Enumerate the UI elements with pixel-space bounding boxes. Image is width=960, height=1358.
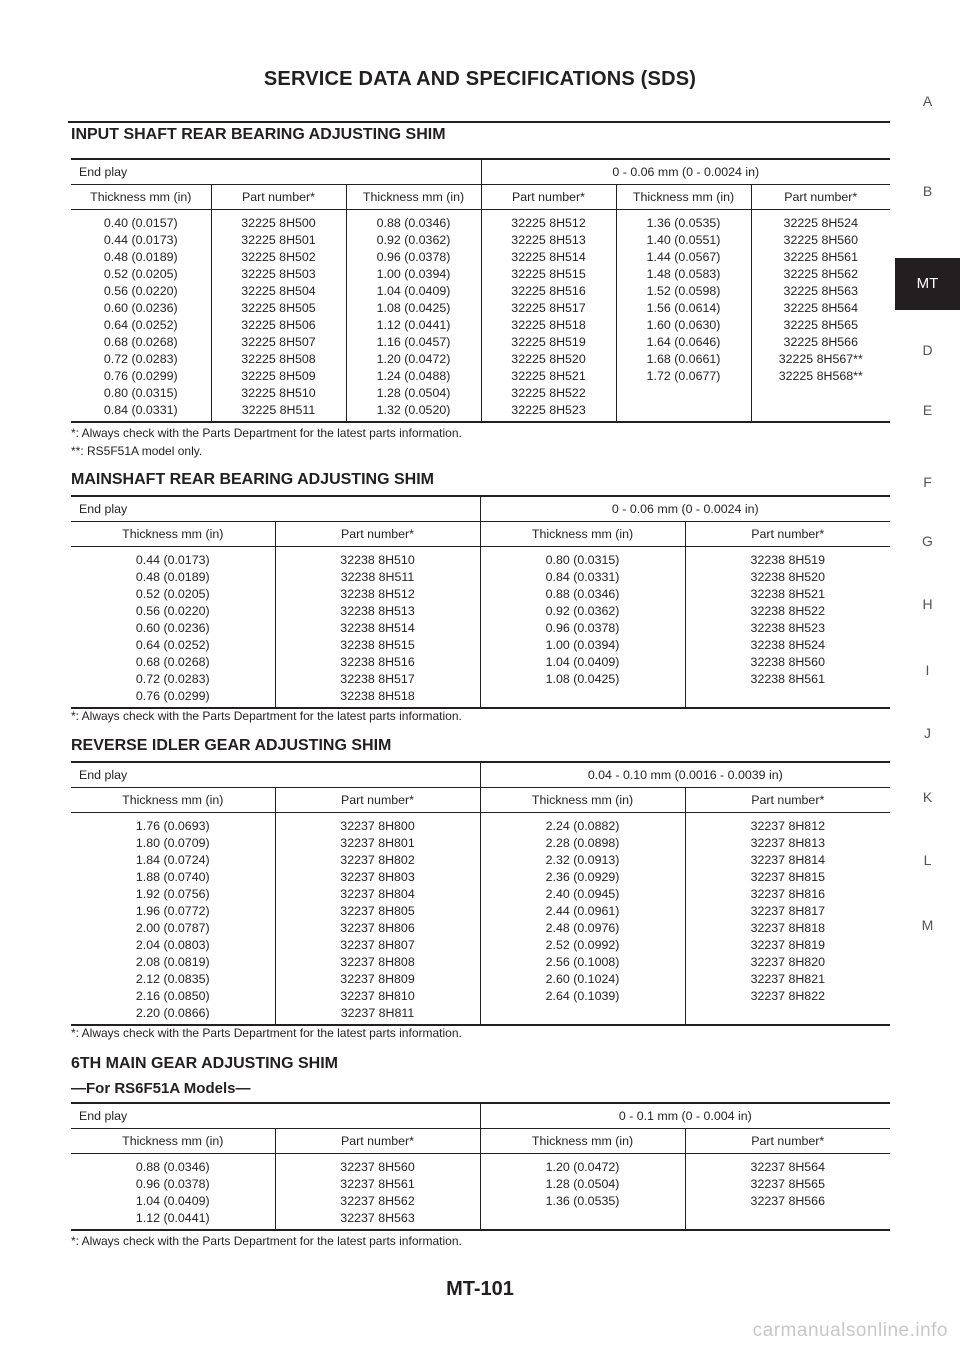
table-cell: 0.52 (0.0205)	[135, 587, 210, 601]
table-cell: 32237 8H805	[340, 904, 415, 918]
table-cell: 32225 8H505	[241, 301, 316, 315]
table-cell: 1.96 (0.0772)	[135, 904, 210, 918]
table-cell: 32237 8H800	[340, 819, 415, 833]
column-header: Part number*	[275, 522, 480, 547]
table-cell: 32237 8H814	[750, 853, 825, 867]
table-cell: 32238 8H511	[340, 570, 415, 584]
table-cell: 1.24 (0.0488)	[376, 369, 451, 383]
table-cell: 32225 8H560	[783, 233, 858, 247]
index-tab-mt[interactable]: MT	[895, 258, 960, 310]
column-header: Part number*	[275, 788, 480, 813]
table-cell: 32225 8H504	[241, 284, 316, 298]
table-cell: 0.40 (0.0157)	[103, 216, 178, 230]
table-cell: 32237 8H809	[340, 972, 415, 986]
section-subtitle: —For RS6F51A Models—	[71, 1080, 251, 1097]
table-cell: 0.60 (0.0236)	[135, 621, 210, 635]
table-cell: 1.04 (0.0409)	[376, 284, 451, 298]
table-cell: 2.00 (0.0787)	[135, 921, 210, 935]
table-cell: 2.44 (0.0961)	[545, 904, 620, 918]
section-title: REVERSE IDLER GEAR ADJUSTING SHIM	[71, 737, 392, 754]
table-cell: 32225 8H510	[241, 386, 316, 400]
column-header: Thickness mm (in)	[71, 185, 211, 210]
table-cell: 1.20 (0.0472)	[376, 352, 451, 366]
table-cell: 1.36 (0.0535)	[646, 216, 721, 230]
table-cell: 32225 8H563	[783, 284, 858, 298]
table-cell: 0.64 (0.0252)	[135, 638, 210, 652]
table-cell: 32238 8H520	[750, 570, 825, 584]
table-cell: 32237 8H565	[750, 1177, 825, 1191]
table-cell: 0.72 (0.0283)	[135, 672, 210, 686]
table-cell: 32225 8H521	[511, 369, 586, 383]
table-cell: 32237 8H566	[750, 1194, 825, 1208]
table-cell: 32225 8H516	[511, 284, 586, 298]
table-cell: 32225 8H514	[511, 250, 586, 264]
index-letter-m[interactable]: M	[921, 917, 934, 933]
table-cell: 0.80 (0.0315)	[545, 553, 620, 567]
table-cell: 32225 8H566	[783, 335, 858, 349]
table-cell: 1.36 (0.0535)	[545, 1194, 620, 1208]
table-cell: 1.28 (0.0504)	[376, 386, 451, 400]
data-column	[480, 813, 685, 1026]
section-title: INPUT SHAFT REAR BEARING ADJUSTING SHIM	[71, 126, 446, 143]
table-cell: 1.44 (0.0567)	[646, 250, 721, 264]
footnote: *: Always check with the Parts Department for the latest parts information.	[71, 709, 462, 723]
table-cell: 32238 8H561	[750, 672, 825, 686]
section-title: 6TH MAIN GEAR ADJUSTING SHIM	[71, 1055, 338, 1072]
table-cell: 0.48 (0.0189)	[103, 250, 178, 264]
footnote: **: RS5F51A model only.	[71, 444, 203, 458]
table-cell: 1.12 (0.0441)	[376, 318, 451, 332]
table-cell: 32225 8H562	[783, 267, 858, 281]
table-cell: 32225 8H502	[241, 250, 316, 264]
table-cell: 2.60 (0.1024)	[545, 972, 620, 986]
column-header: Thickness mm (in)	[71, 788, 275, 813]
table-cell: 2.08 (0.0819)	[135, 955, 210, 969]
table-cell: 32238 8H514	[340, 621, 415, 635]
data-column	[71, 547, 275, 709]
footnote: *: Always check with the Parts Department for the latest parts information.	[71, 1026, 462, 1040]
section-title: MAINSHAFT REAR BEARING ADJUSTING SHIM	[71, 471, 434, 488]
table-cell: 0.84 (0.0331)	[103, 403, 178, 417]
table-cell: 2.12 (0.0835)	[135, 972, 210, 986]
data-column	[480, 1154, 685, 1231]
table-cell: 1.88 (0.0740)	[135, 870, 210, 884]
table-cell: 32225 8H500	[241, 216, 316, 230]
table-cell: 1.04 (0.0409)	[135, 1194, 210, 1208]
table-cell: 32238 8H521	[750, 587, 825, 601]
table-cell: 0.44 (0.0173)	[103, 233, 178, 247]
table-cell: 2.36 (0.0929)	[545, 870, 620, 884]
table-cell: 32225 8H561	[783, 250, 858, 264]
table-cell: 1.20 (0.0472)	[545, 1160, 620, 1174]
table-cell: 2.20 (0.0866)	[135, 1006, 210, 1020]
table-cell: 0.68 (0.0268)	[135, 655, 210, 669]
table-cell: 32225 8H565	[783, 318, 858, 332]
table-cell: 32225 8H518	[511, 318, 586, 332]
table-cell: 32237 8H560	[340, 1160, 415, 1174]
table-cell: 32237 8H810	[340, 989, 415, 1003]
table-cell: 0.76 (0.0299)	[103, 369, 178, 383]
table-cell: 1.60 (0.0630)	[646, 318, 721, 332]
table-cell: 0.96 (0.0378)	[376, 250, 451, 264]
table-cell: 32238 8H522	[750, 604, 825, 618]
index-letter-b[interactable]: B	[922, 183, 933, 199]
table-cell: 2.64 (0.1039)	[545, 989, 620, 1003]
table-cell: 2.56 (0.1008)	[545, 955, 620, 969]
table-cell: 0.72 (0.0283)	[103, 352, 178, 366]
table-cell: 32237 8H804	[340, 887, 415, 901]
data-column	[275, 547, 480, 709]
table-cell: 32225 8H515	[511, 267, 586, 281]
table-cell: 32225 8H522	[511, 386, 586, 400]
table-cell: 32237 8H815	[750, 870, 825, 884]
table-cell: 1.48 (0.0583)	[646, 267, 721, 281]
table-cell: 1.08 (0.0425)	[376, 301, 451, 315]
table-cell: 32225 8H508	[241, 352, 316, 366]
table-cell: 1.84 (0.0724)	[135, 853, 210, 867]
table-cell: 1.08 (0.0425)	[545, 672, 620, 686]
shim-table	[71, 761, 890, 1026]
table-cell: 32238 8H523	[750, 621, 825, 635]
data-column	[480, 547, 685, 709]
table-cell: 2.28 (0.0898)	[545, 836, 620, 850]
table-cell: 0.48 (0.0189)	[135, 570, 210, 584]
table-cell: 32237 8H817	[750, 904, 825, 918]
table-cell: 0.76 (0.0299)	[135, 689, 210, 703]
data-column	[481, 210, 616, 423]
data-column	[275, 813, 480, 1026]
column-header: Part number*	[275, 1129, 480, 1154]
data-column	[211, 210, 346, 423]
table-cell: 32225 8H564	[783, 301, 858, 315]
index-letter-i[interactable]: I	[925, 662, 930, 678]
table-cell: 32237 8H801	[340, 836, 415, 850]
table-cell: 32238 8H518	[340, 689, 415, 703]
column-header: Part number*	[211, 185, 346, 210]
column-header: Thickness mm (in)	[480, 1129, 685, 1154]
end-play-value: 0 - 0.06 mm (0 - 0.0024 in)	[480, 496, 890, 522]
table-cell: 1.76 (0.0693)	[135, 819, 210, 833]
column-header: Part number*	[685, 522, 890, 547]
column-header: Part number*	[481, 185, 616, 210]
table-cell: 0.88 (0.0346)	[135, 1160, 210, 1174]
page-number: MT-101	[446, 1278, 514, 1300]
table-cell: 0.60 (0.0236)	[103, 301, 178, 315]
table-cell: 32225 8H523	[511, 403, 586, 417]
table-cell: 32225 8H503	[241, 267, 316, 281]
index-letter-g[interactable]: G	[922, 533, 933, 549]
table-cell: 32237 8H563	[340, 1211, 415, 1225]
footnote: *: Always check with the Parts Department for the latest parts information.	[71, 1234, 462, 1248]
table-cell: 32225 8H568**	[778, 369, 863, 383]
table-cell: 32238 8H512	[340, 587, 415, 601]
table-cell: 0.92 (0.0362)	[545, 604, 620, 618]
table-cell: 1.80 (0.0709)	[135, 836, 210, 850]
end-play-value: 0.04 - 0.10 mm (0.0016 - 0.0039 in)	[480, 762, 890, 788]
table-cell: 32225 8H507	[241, 335, 316, 349]
table-cell: 1.40 (0.0551)	[646, 233, 721, 247]
table-cell: 32237 8H821	[750, 972, 825, 986]
end-play-label: End play	[71, 159, 481, 185]
table-cell: 32238 8H515	[340, 638, 415, 652]
table-cell: 32237 8H802	[340, 853, 415, 867]
index-letter-k[interactable]: K	[922, 789, 933, 805]
table-cell: 0.44 (0.0173)	[135, 553, 210, 567]
table-cell: 32237 8H564	[750, 1160, 825, 1174]
table-cell: 32237 8H813	[750, 836, 825, 850]
index-letter-f[interactable]: F	[923, 474, 932, 490]
column-header: Thickness mm (in)	[616, 185, 751, 210]
table-cell: 1.12 (0.0441)	[135, 1211, 210, 1225]
data-column	[685, 813, 890, 1026]
table-cell: 0.88 (0.0346)	[376, 216, 451, 230]
column-header: Thickness mm (in)	[346, 185, 481, 210]
table-cell: 0.80 (0.0315)	[103, 386, 178, 400]
table-cell: 32225 8H524	[783, 216, 858, 230]
table-cell: 0.92 (0.0362)	[376, 233, 451, 247]
table-cell: 0.84 (0.0331)	[545, 570, 620, 584]
footnote: *: Always check with the Parts Department for the latest parts information.	[71, 426, 462, 440]
data-column	[685, 547, 890, 709]
table-cell: 32225 8H513	[511, 233, 586, 247]
index-letter-d[interactable]: D	[922, 342, 933, 358]
table-cell: 32237 8H820	[750, 955, 825, 969]
table-cell: 32237 8H812	[750, 819, 825, 833]
shim-table	[71, 1102, 890, 1231]
table-cell: 0.96 (0.0378)	[135, 1177, 210, 1191]
data-column	[275, 1154, 480, 1231]
table-cell: 32238 8H560	[750, 655, 825, 669]
table-cell: 32225 8H501	[241, 233, 316, 247]
table-cell: 32238 8H519	[750, 553, 825, 567]
index-letter-l[interactable]: L	[923, 852, 932, 868]
table-cell: 1.68 (0.0661)	[646, 352, 721, 366]
table-cell: 0.56 (0.0220)	[103, 284, 178, 298]
column-header: Thickness mm (in)	[480, 522, 685, 547]
table-cell: 32238 8H517	[340, 672, 415, 686]
data-column	[71, 813, 275, 1026]
table-cell: 1.00 (0.0394)	[545, 638, 620, 652]
table-cell: 32237 8H562	[340, 1194, 415, 1208]
table-cell: 32225 8H506	[241, 318, 316, 332]
table-cell: 0.96 (0.0378)	[545, 621, 620, 635]
table-cell: 0.64 (0.0252)	[103, 318, 178, 332]
data-column	[71, 1154, 275, 1231]
end-play-value: 0 - 0.06 mm (0 - 0.0024 in)	[481, 159, 890, 185]
table-cell: 32238 8H510	[340, 553, 415, 567]
column-header: Part number*	[685, 1129, 890, 1154]
end-play-label: End play	[71, 762, 480, 788]
table-cell: 1.56 (0.0614)	[646, 301, 721, 315]
table-cell: 32225 8H512	[511, 216, 586, 230]
table-cell: 32225 8H567**	[778, 352, 863, 366]
table-cell: 1.64 (0.0646)	[646, 335, 721, 349]
table-cell: 32237 8H808	[340, 955, 415, 969]
table-cell: 1.16 (0.0457)	[376, 335, 451, 349]
table-cell: 2.24 (0.0882)	[545, 819, 620, 833]
table-cell: 32225 8H520	[511, 352, 586, 366]
table-cell: 2.04 (0.0803)	[135, 938, 210, 952]
table-cell: 32237 8H818	[750, 921, 825, 935]
table-cell: 2.40 (0.0945)	[545, 887, 620, 901]
column-header: Thickness mm (in)	[71, 522, 275, 547]
end-play-label: End play	[71, 1103, 480, 1129]
table-cell: 0.88 (0.0346)	[545, 587, 620, 601]
shim-table	[71, 158, 890, 423]
column-header: Part number*	[685, 788, 890, 813]
table-cell: 1.04 (0.0409)	[545, 655, 620, 669]
table-cell: 1.52 (0.0598)	[646, 284, 721, 298]
end-play-label: End play	[71, 496, 480, 522]
table-cell: 32237 8H806	[340, 921, 415, 935]
table-cell: 0.68 (0.0268)	[103, 335, 178, 349]
table-cell: 32237 8H807	[340, 938, 415, 952]
table-cell: 1.92 (0.0756)	[135, 887, 210, 901]
table-cell: 32225 8H519	[511, 335, 586, 349]
data-column	[685, 1154, 890, 1231]
header-divider	[68, 121, 890, 123]
shim-table	[71, 495, 890, 709]
table-cell: 0.56 (0.0220)	[135, 604, 210, 618]
table-cell: 32225 8H517	[511, 301, 586, 315]
table-cell: 32225 8H509	[241, 369, 316, 383]
table-cell: 1.28 (0.0504)	[545, 1177, 620, 1191]
index-letter-a[interactable]: A	[922, 93, 933, 109]
table-cell: 32238 8H524	[750, 638, 825, 652]
table-cell: 32237 8H816	[750, 887, 825, 901]
table-cell: 32237 8H803	[340, 870, 415, 884]
table-cell: 1.32 (0.0520)	[376, 403, 451, 417]
column-header: Thickness mm (in)	[480, 788, 685, 813]
page-title: SERVICE DATA AND SPECIFICATIONS (SDS)	[263, 68, 697, 90]
table-cell: 32238 8H513	[340, 604, 415, 618]
data-column	[71, 210, 211, 423]
data-column	[616, 210, 751, 423]
table-cell: 1.72 (0.0677)	[646, 369, 721, 383]
table-cell: 32225 8H511	[241, 403, 316, 417]
index-letter-e[interactable]: E	[922, 402, 933, 418]
table-cell: 2.32 (0.0913)	[545, 853, 620, 867]
index-letter-j[interactable]: J	[924, 725, 931, 741]
table-cell: 2.52 (0.0992)	[545, 938, 620, 952]
watermark-text: carmanualsonline.info	[752, 1320, 948, 1341]
index-letter-h[interactable]: H	[922, 596, 933, 612]
data-column	[346, 210, 481, 423]
data-column	[751, 210, 890, 423]
table-cell: 2.48 (0.0976)	[545, 921, 620, 935]
table-cell: 32237 8H819	[750, 938, 825, 952]
column-header: Thickness mm (in)	[71, 1129, 275, 1154]
column-header: Part number*	[751, 185, 890, 210]
table-cell: 2.16 (0.0850)	[135, 989, 210, 1003]
table-cell: 32238 8H516	[340, 655, 415, 669]
table-cell: 1.00 (0.0394)	[376, 267, 451, 281]
end-play-value: 0 - 0.1 mm (0 - 0.004 in)	[480, 1103, 890, 1129]
table-cell: 0.52 (0.0205)	[103, 267, 178, 281]
table-cell: 32237 8H811	[340, 1006, 415, 1020]
table-cell: 32237 8H561	[340, 1177, 415, 1191]
table-cell: 32237 8H822	[750, 989, 825, 1003]
